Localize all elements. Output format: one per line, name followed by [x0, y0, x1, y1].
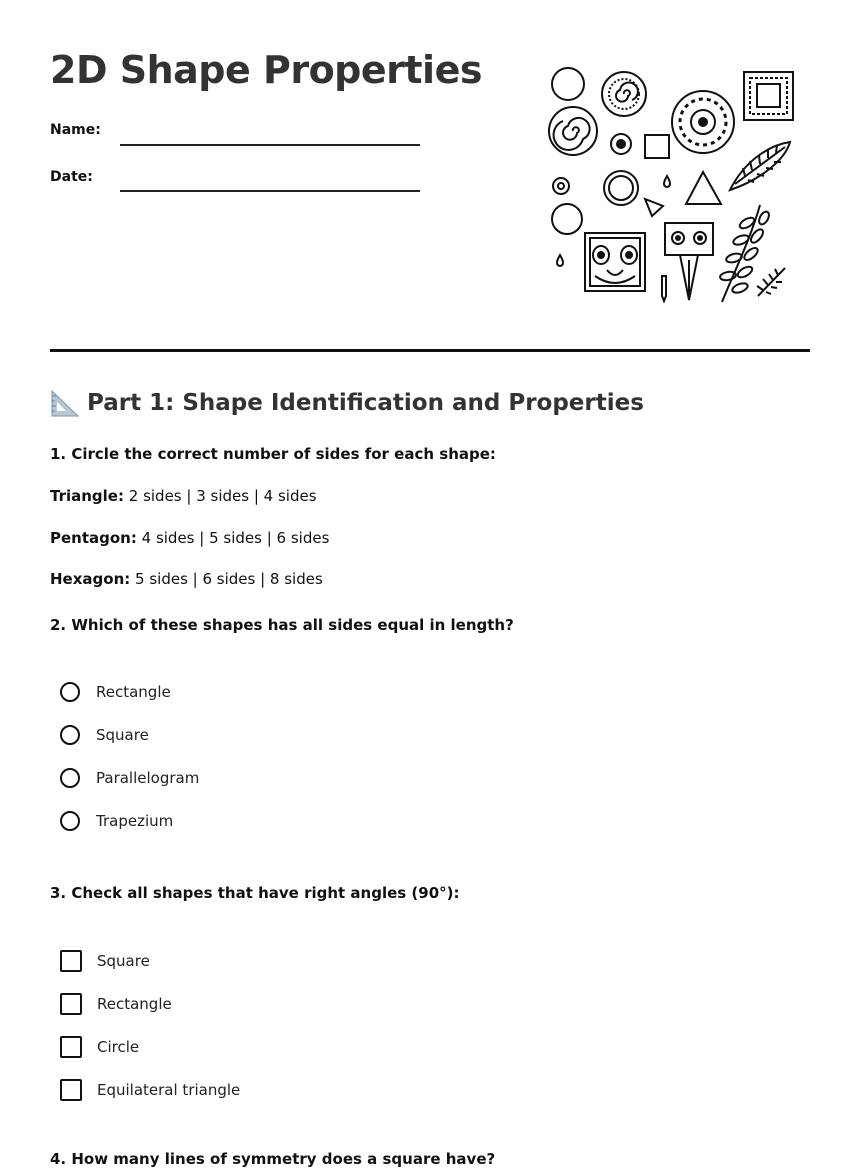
checkbox[interactable]	[60, 950, 82, 972]
q3-option-circle[interactable]	[60, 1036, 139, 1058]
option-label: Square	[96, 726, 149, 744]
q2-option-square[interactable]	[60, 725, 149, 745]
q3-option-rectangle[interactable]	[60, 993, 172, 1015]
section-title: Part 1: Shape Identification and Properties	[87, 390, 644, 416]
question-2: 2. Which of these shapes has all sides equal in length?	[50, 616, 514, 634]
checkbox[interactable]	[60, 1079, 82, 1101]
option-label: Trapezium	[96, 812, 174, 830]
q3-option-equilateral-triangle[interactable]	[60, 1079, 240, 1101]
q1-row-hexagon	[50, 570, 323, 588]
q2-option-rectangle[interactable]	[60, 682, 171, 702]
q1-row-options[interactable]: 4 sides | 5 sides | 6 sides	[141, 529, 330, 547]
question-4: 4. How many lines of symmetry does a square have?	[50, 1150, 496, 1168]
q1-row-triangle	[50, 487, 317, 505]
option-label: Square	[97, 952, 150, 970]
page-title: 2D Shape Properties	[50, 48, 482, 92]
shape-collage-illustration	[545, 62, 795, 312]
q3-option-square[interactable]	[60, 950, 150, 972]
q2-option-trapezium[interactable]	[60, 811, 173, 831]
checkbox[interactable]	[60, 1036, 82, 1058]
option-label: Equilateral triangle	[97, 1081, 241, 1099]
q1-row-pentagon	[50, 529, 329, 547]
section-heading	[50, 388, 644, 418]
q1-row-options[interactable]: 2 sides | 3 sides | 4 sides	[128, 487, 317, 505]
radio-button[interactable]	[60, 768, 80, 788]
question-3: 3. Check all shapes that have right angles (90°):	[50, 884, 460, 902]
q1-row-label: Hexagon:	[50, 570, 131, 588]
q1-row-options[interactable]: 5 sides | 6 sides | 8 sides	[135, 570, 323, 588]
q1-row-label: Pentagon:	[50, 529, 137, 547]
date-label: Date:	[50, 169, 93, 185]
radio-button[interactable]	[60, 725, 80, 745]
triangle-ruler-icon	[50, 388, 80, 418]
name-label: Name:	[50, 122, 101, 138]
option-label: Circle	[97, 1038, 140, 1056]
option-label: Parallelogram	[96, 769, 200, 787]
name-field[interactable]	[120, 144, 420, 146]
date-field[interactable]	[120, 190, 420, 192]
radio-button[interactable]	[60, 682, 80, 702]
option-label: Rectangle	[97, 995, 172, 1013]
radio-button[interactable]	[60, 811, 80, 831]
option-label: Rectangle	[96, 683, 171, 701]
checkbox[interactable]	[60, 993, 82, 1015]
question-1: 1. Circle the correct number of sides for each shape:	[50, 445, 496, 463]
header-divider	[50, 349, 810, 352]
q1-row-label: Triangle:	[50, 487, 124, 505]
q2-option-parallelogram[interactable]	[60, 768, 199, 788]
